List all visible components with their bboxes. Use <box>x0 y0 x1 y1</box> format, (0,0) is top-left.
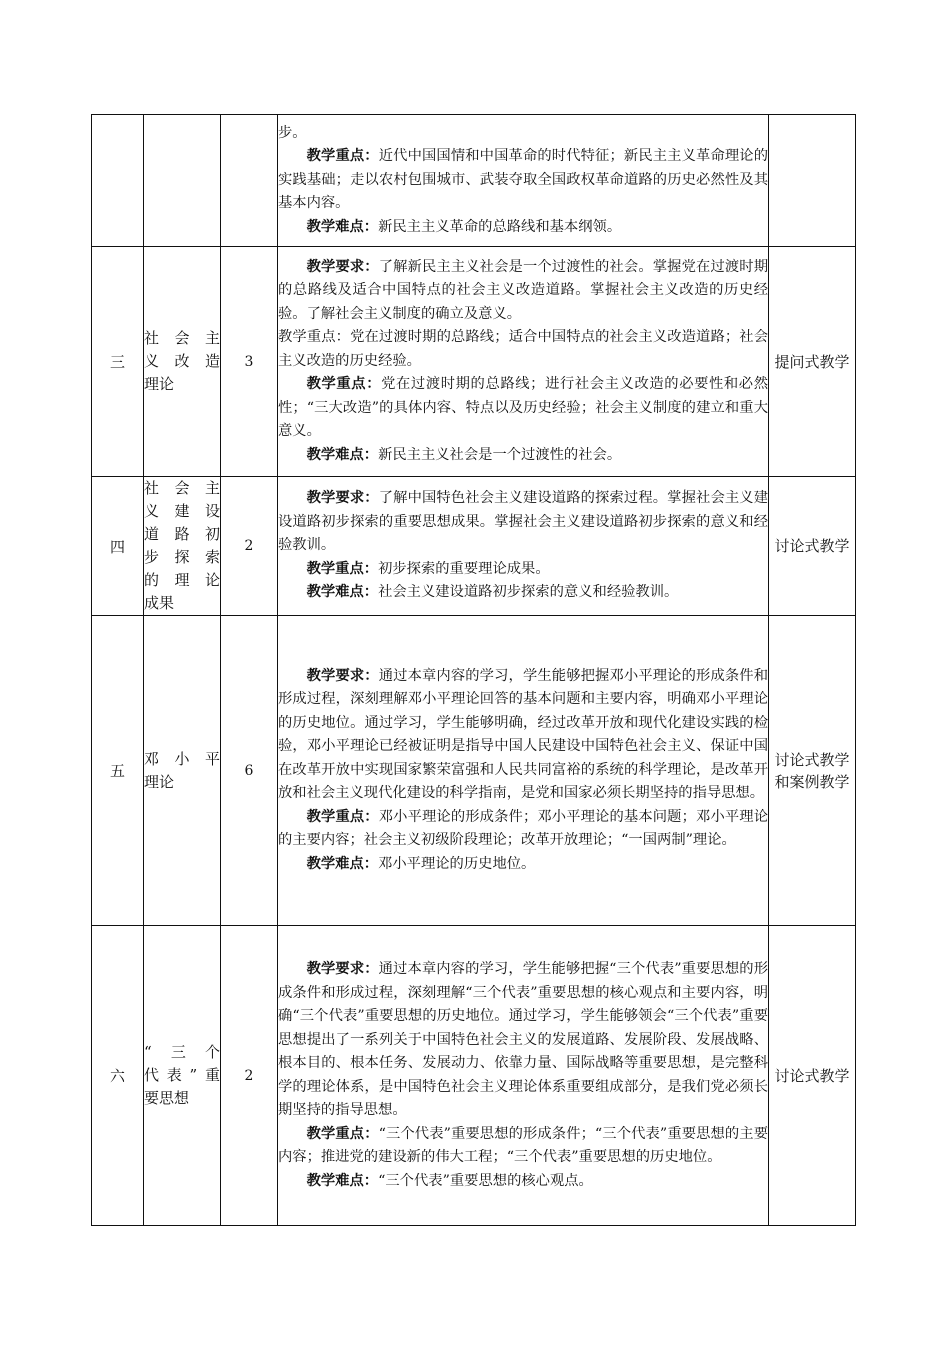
paragraph-text: 通过本章内容的学习，学生能够把握邓小平理论的形成条件和形成过程，深刻理解邓小平理论回答的基本问题和主要内容，明确邓小平理论的历史地位。通过学习，学生能够明确，经过改革开放和现代化建设实践的检验，邓小平理论已经被证明是指导中国人民建设中国特色社会主义、保证中国在改革开放中实现国家繁荣富强和人民共同富裕的系统的科学理论，是改革开放和社会主义现代化建设的科学指南，是党和国家必须长期坚持的指导思想。 <box>278 667 769 802</box>
chapter-title-line: 成果 <box>144 594 175 612</box>
paragraph-text: 初步探索的重要理论成果。 <box>378 560 550 577</box>
teaching-method: 讨论式教学 <box>769 926 856 1226</box>
paragraph-heading: 教学重点： <box>306 808 379 825</box>
chapter-number <box>92 115 144 247</box>
teaching-content <box>278 247 769 477</box>
paragraph-text: “三个代表”重要思想的核心观点。 <box>378 1172 593 1189</box>
paragraph-text: 新民主主义革命的总路线和基本纲领。 <box>378 218 622 235</box>
chapter-number: 六 <box>92 926 144 1226</box>
paragraph-heading: 教学要求： <box>306 258 379 275</box>
content-paragraph <box>278 373 768 444</box>
content-paragraph <box>278 853 768 877</box>
teaching-content <box>278 115 769 247</box>
chapter-number: 三 <box>92 247 144 477</box>
chapter-title <box>144 115 221 247</box>
paragraph-heading: 教学要求： <box>306 667 379 684</box>
syllabus-table <box>91 114 856 1226</box>
chapter-title-line: 理论 <box>144 375 175 393</box>
chapter-title-line: 社会主 <box>144 479 220 497</box>
content-paragraph <box>278 806 768 853</box>
chapter-title-line: 邓小平 <box>144 749 220 768</box>
paragraph-heading: 教学重点： <box>306 376 382 393</box>
paragraph-heading: 教学难点： <box>306 218 379 235</box>
paragraph-text: 了解新民主主义社会是一个过渡性的社会。掌握党在过渡时期的总路线及适合中国特点的社会主义改造道路。掌握社会主义改造的历史经验。了解社会主义制度的确立及意义。 <box>278 258 769 322</box>
paragraph-text: 步。 <box>278 124 307 141</box>
content-paragraph <box>278 558 768 582</box>
content-paragraph <box>278 487 768 558</box>
paragraph-heading: 教学重点： <box>306 1125 379 1142</box>
paragraph-heading: 教学难点： <box>306 855 379 872</box>
chapter-number: 四 <box>92 477 144 616</box>
paragraph-text: 近代中国国情和中国革命的时代特征；新民主主义革命理论的实践基础；走以农村包围城市、武装夺取全国政权革命道路的历史必然性及其基本内容。 <box>278 148 769 212</box>
syllabus-table-body <box>92 115 856 1226</box>
chapter-title <box>144 247 221 477</box>
paragraph-text: 邓小平理论的形成条件；邓小平理论的基本问题；邓小平理论的主要内容；社会主义初级阶段理论；改革开放理论；“一国两制”理论。 <box>278 808 769 849</box>
chapter-title <box>144 616 221 926</box>
paragraph-heading: 教学难点： <box>306 584 379 601</box>
content-paragraph <box>278 256 768 327</box>
chapter-title <box>144 926 221 1226</box>
paragraph-text: 新民主主义社会是一个过渡性的社会。 <box>378 446 622 463</box>
table-row <box>92 616 856 926</box>
paragraph-text: 通过本章内容的学习，学生能够把握“三个代表”重要思想的形成条件和形成过程，深刻理解“三个代表”重要思想的核心观点和主要内容，明确“三个代表”重要思想的历史地位。通过学习，学生能够领会“三个代表”重要思想提出了一系列关于中国特色社会主义的发展道路、发展阶段、发展战略、根本目的、根本任务、发展动力、依靠力量、国际战略等重要思想，是完整科学的理论体系，是中国特色社会主义理论体系重要组成部分，是我们党必须长期坚持的指导思想。 <box>278 961 768 1118</box>
paragraph-text: 教学重点：党在过渡时期的总路线；适合中国特点的社会主义改造道路；社会主义改造的历史经验。 <box>278 329 768 369</box>
paragraph-heading: 教学重点： <box>306 560 379 577</box>
chapter-title-line: 理论 <box>144 772 175 791</box>
teaching-content <box>278 926 769 1226</box>
content-paragraph <box>278 1170 768 1194</box>
chapter-title-line: 的理论 <box>144 571 220 589</box>
content-paragraph <box>278 122 768 146</box>
chapter-title-line: 义改造 <box>144 352 220 370</box>
table-row <box>92 926 856 1226</box>
paragraph-text: 邓小平理论的历史地位。 <box>378 855 536 872</box>
class-hours: 2 <box>221 926 278 1226</box>
class-hours <box>221 115 278 247</box>
paragraph-text: 了解中国特色社会主义建设道路的探索过程。掌握社会主义建设道路初步探索的重要思想成果。掌握社会主义建设道路初步探索的意义和经验教训。 <box>278 490 769 554</box>
paragraph-heading: 教学重点： <box>306 148 379 165</box>
chapter-title <box>144 477 221 616</box>
content-paragraph <box>278 581 768 605</box>
chapter-title-line: 要思想 <box>144 1089 190 1107</box>
content-paragraph <box>278 665 768 806</box>
paragraph-heading: 教学难点： <box>306 446 379 463</box>
chapter-title-line: 社会主 <box>144 329 220 347</box>
content-paragraph <box>278 958 768 1123</box>
class-hours: 2 <box>221 477 278 616</box>
chapter-title-line: 代表”重 <box>144 1066 220 1084</box>
paragraph-heading: 教学要求： <box>306 961 379 977</box>
paragraph-text: “三个代表”重要思想的形成条件；“三个代表”重要思想的主要内容；推进党的建设新的伟大工程；“三个代表”重要思想的历史地位。 <box>278 1125 769 1165</box>
table-row <box>92 115 856 247</box>
table-row <box>92 477 856 616</box>
chapter-title-line: “三个 <box>144 1043 220 1061</box>
paragraph-text: 党在过渡时期的总路线；进行社会主义改造的必要性和必然性；“三大改造”的具体内容、特点以及历史经验；社会主义制度的建立和重大意义。 <box>278 376 769 440</box>
chapter-title-line: 道路初 <box>144 525 220 543</box>
teaching-method <box>769 115 856 247</box>
paragraph-heading: 教学难点： <box>306 1172 379 1189</box>
content-paragraph <box>278 145 768 216</box>
teaching-content <box>278 616 769 926</box>
teaching-method: 讨论式教学和案例教学 <box>769 616 856 926</box>
content-paragraph <box>278 326 768 373</box>
teaching-method: 讨论式教学 <box>769 477 856 616</box>
teaching-content <box>278 477 769 616</box>
chapter-title-line: 步探索 <box>144 548 220 566</box>
content-paragraph <box>278 1123 768 1170</box>
chapter-number: 五 <box>92 616 144 926</box>
class-hours: 3 <box>221 247 278 477</box>
paragraph-heading: 教学要求： <box>306 490 379 507</box>
table-row <box>92 247 856 477</box>
content-paragraph <box>278 216 768 240</box>
chapter-title-line: 义建设 <box>144 502 220 520</box>
content-paragraph <box>278 444 768 468</box>
paragraph-text: 社会主义建设道路初步探索的意义和经验教训。 <box>378 584 679 601</box>
teaching-method: 提问式教学 <box>769 247 856 477</box>
class-hours: 6 <box>221 616 278 926</box>
